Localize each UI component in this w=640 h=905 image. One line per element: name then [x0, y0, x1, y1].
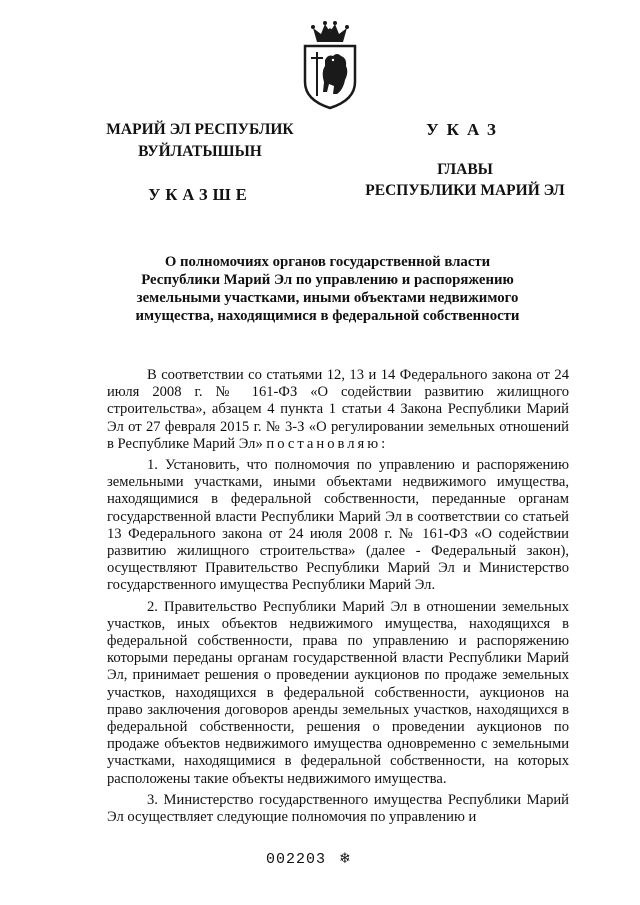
paragraph-2: 2. Правительство Республики Марий Эл в отношении земельных участков, иных объектов недвижимого имущества, находящихся в федеральной собственности, права по управлению и распоряжению которыми переданы органам государственной власти Республики Марий Эл, принимает решения о проведении аукционов по продаже земельных участков, находящихся в федеральной собственности, аукционов на право заключения договоров аренды земельных участков, находящихся в федеральной собственности, решения о проведении аукционов по продаже объектов недвижимого имущества одновременно с земельными участками, находящимися в федеральной собственности, на которых расположены такие объекты недвижимого имущества.	[107, 598, 569, 787]
title-line1: О полномочиях органов государственной власти	[164, 254, 491, 270]
paragraph-1: 1. Установить, что полномочия по управлению и распоряжению земельными участками, иными объектами недвижимого имущества, находящимися в федеральной собственности, переданные органам государственной власти Республики Марий Эл в соответствии со статьей 13 Федерального закона от 24 июля 2008 г. № 161-ФЗ «О содействии развитию жилищного строительства» (далее - Федеральный закон), осуществляют Правительство Республики Марий Эл и Министерство государственного имущества Республики Марий Эл.	[107, 457, 569, 594]
intro-paragraph	[107, 367, 569, 453]
title-line3: земельными участками, иными объектами недвижимого	[136, 290, 519, 306]
coat-of-arms-emblem	[295, 20, 365, 112]
intro-text: В соответствии со статьями 12, 13 и 14 Федерального закона от 24 июля 2008 г. № 161-ФЗ «О содействии развитию жилищного строительства», абзацем 4 пункта 1 статьи 4 Закона Республики Марий Эл от 27 февраля 2015 г. № 3-З «О регулировании земельных отношений в Республике Марий Эл»	[107, 367, 569, 452]
header-left-line1: МАРИЙ ЭЛ РЕСПУБЛИК	[106, 121, 294, 138]
header-right-line3: РЕСПУБЛИКИ МАРИЙ ЭЛ	[365, 182, 565, 199]
decree-title	[120, 253, 535, 325]
title-line4: имущества, находящимися в федеральной собственности	[135, 308, 520, 324]
header-left-line2: ВУЙЛАТЫШЫН	[138, 143, 262, 160]
snowflake-mark-icon: ❄	[340, 850, 351, 868]
header-russian-title	[360, 120, 570, 201]
decree-body	[107, 367, 569, 830]
paragraph-3: 3. Министерство государственного имущества Республики Марий Эл осуществляет следующие полномочия по управлению и	[107, 791, 569, 826]
decree-word: постановляю:	[266, 435, 389, 452]
header-right-line1: УКАЗ	[426, 120, 504, 139]
header-left-line3: УКАЗШЕ	[148, 185, 252, 204]
header-right-line2: ГЛАВЫ	[437, 161, 493, 178]
document-number	[266, 848, 386, 868]
document-number-value: 002203	[266, 851, 327, 868]
header-mari-title	[100, 120, 300, 205]
title-line2: Республики Марий Эл по управлению и распоряжению	[141, 272, 514, 288]
